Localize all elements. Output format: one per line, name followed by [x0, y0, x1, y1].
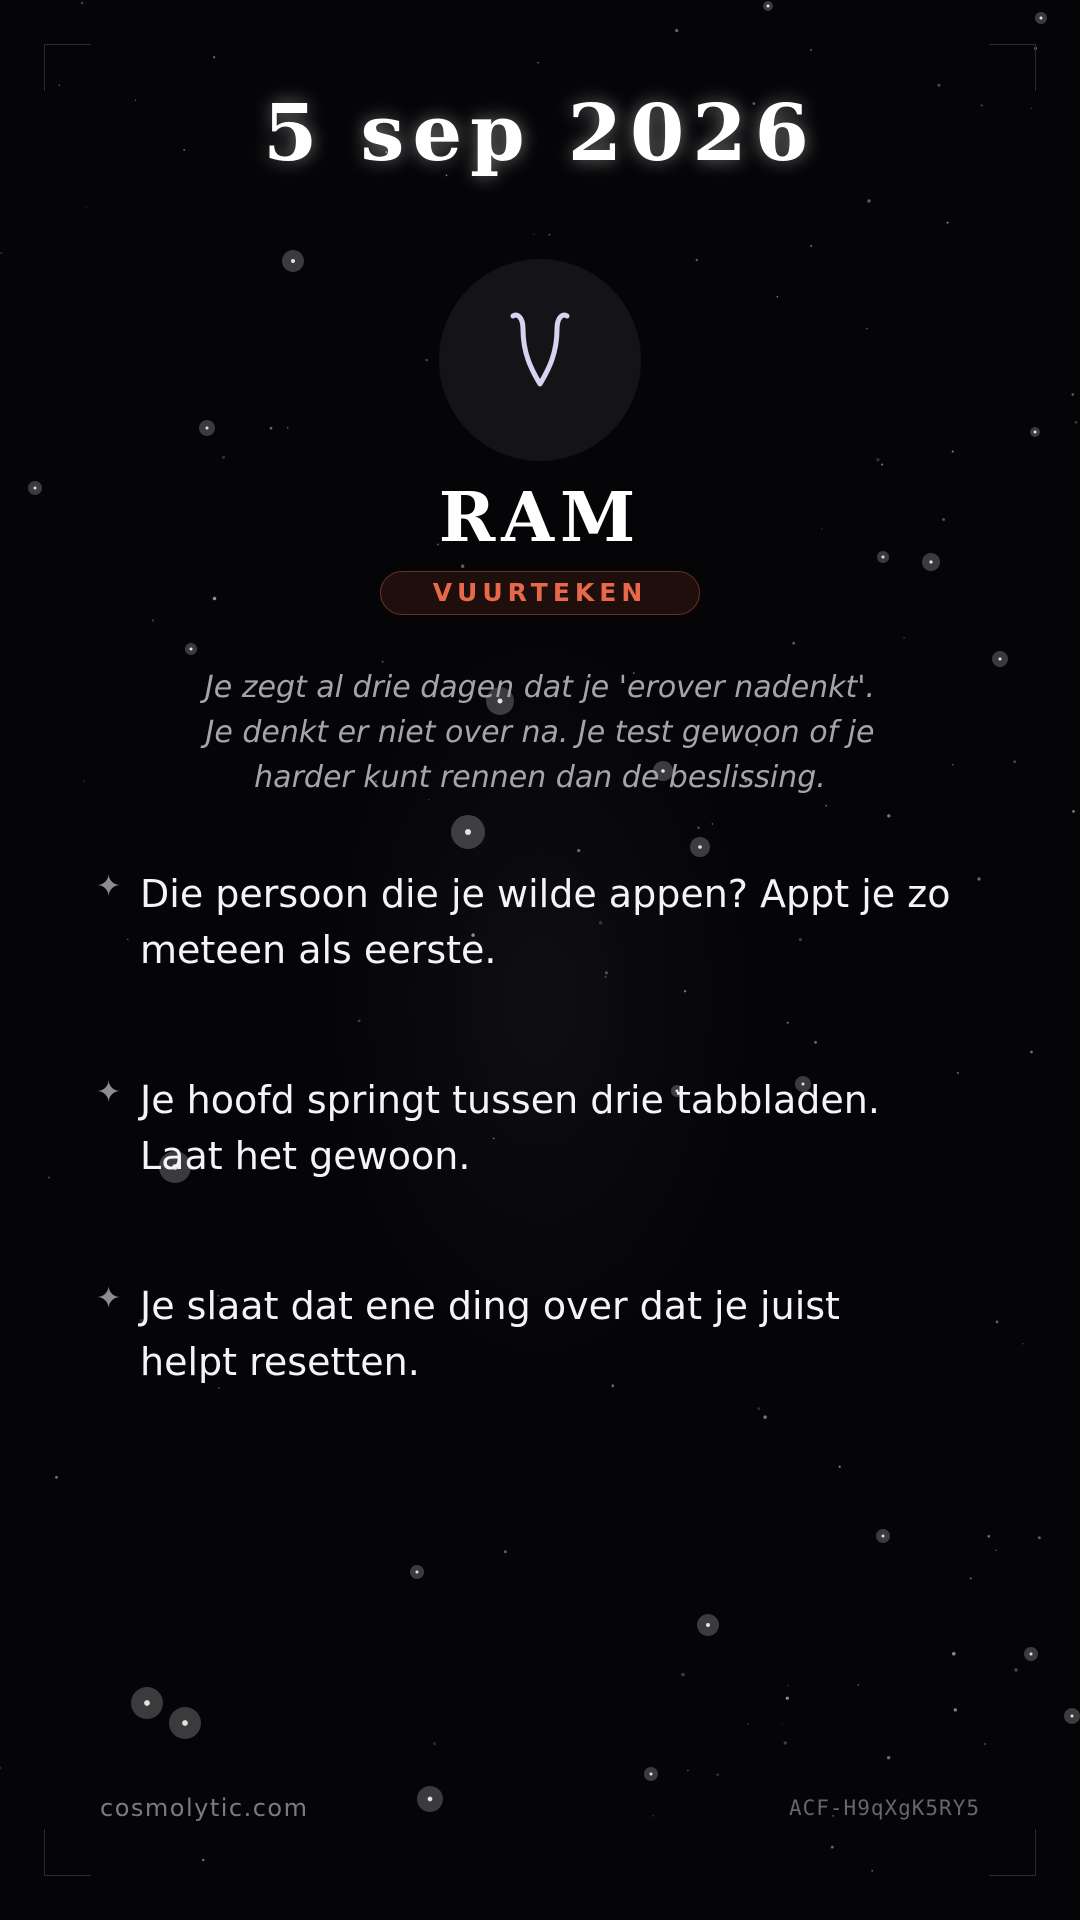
- star-dot: [222, 456, 225, 459]
- list-item-text: [140, 866, 1020, 978]
- star-dot: [382, 661, 384, 663]
- star-dot: [81, 2, 84, 5]
- frame-corner-bottom-right: [989, 1829, 1036, 1876]
- list-item-line: Je hoofd springt tussen drie tabbladen.: [140, 1078, 880, 1122]
- frame-corner-top-left: [44, 44, 91, 91]
- intro-line: Je zegt al drie dagen dat je 'erover nadenkt'.: [204, 670, 876, 705]
- star-dot: [684, 990, 686, 992]
- star-dot: [461, 564, 464, 567]
- glow-star-core: [706, 1623, 710, 1627]
- star-dot: [984, 1743, 986, 1745]
- star-dot: [152, 619, 154, 621]
- star-dot: [48, 1177, 50, 1179]
- star-dot: [1038, 1536, 1041, 1539]
- sign-name: RAM: [438, 478, 642, 558]
- star-dot: [1071, 393, 1074, 396]
- star-dot: [433, 1742, 436, 1745]
- glow-star-core: [1040, 17, 1043, 20]
- star-dot: [777, 296, 779, 298]
- star-dot: [952, 764, 954, 766]
- star-dot: [747, 1723, 749, 1725]
- glow-star-core: [650, 1773, 653, 1776]
- star-dot: [787, 1685, 788, 1686]
- zodiac-badge: [439, 259, 641, 461]
- glow-star-core: [882, 1535, 885, 1538]
- star-dot: [781, 1724, 782, 1725]
- glow-star-core: [144, 1700, 150, 1706]
- date-heading: 5 sep 2026: [263, 88, 817, 179]
- star-dot: [675, 29, 678, 32]
- star-dot: [952, 450, 954, 452]
- star-dot: [887, 814, 890, 817]
- star-dot: [1013, 760, 1016, 763]
- star-dot: [213, 597, 217, 601]
- star-dot: [549, 234, 551, 236]
- frame-corner-bottom-left: [44, 1829, 91, 1876]
- list-item-text: [140, 1072, 1020, 1184]
- star-dot: [696, 259, 698, 261]
- star-dot: [876, 458, 879, 461]
- star-dot: [504, 1550, 507, 1553]
- star-dot: [786, 1697, 789, 1700]
- star-dot: [792, 642, 795, 645]
- glow-star-core: [1071, 1715, 1074, 1718]
- footer-site: cosmolytic.com: [100, 1794, 309, 1822]
- list-item-line: Die persoon die je wilde appen? Appt je zo: [140, 872, 951, 916]
- star-dot: [1022, 1343, 1024, 1345]
- star-dot: [810, 49, 812, 51]
- star-dot: [653, 1815, 655, 1817]
- list-item-line: meteen als eerste.: [140, 928, 497, 972]
- star-dot: [712, 823, 713, 824]
- star-dot: [858, 1684, 859, 1685]
- star-dot: [1072, 810, 1075, 813]
- sparkle-icon: ✦: [96, 1075, 122, 1110]
- star-dot: [1075, 421, 1078, 424]
- star-dot: [995, 1549, 997, 1551]
- glow-star-core: [416, 1571, 419, 1574]
- star-dot: [887, 1756, 890, 1759]
- glow-star-core: [465, 829, 471, 835]
- list-item-line: Je slaat dat ene ding over dat je juist: [140, 1284, 840, 1328]
- star-dot: [937, 84, 940, 87]
- star-dot: [358, 1019, 361, 1022]
- star-dot: [425, 359, 428, 362]
- star-dot: [1030, 1051, 1033, 1054]
- star-dot: [825, 805, 827, 807]
- element-badge: VUURTEKEN: [380, 571, 700, 615]
- sparkle-icon: ✦: [96, 1281, 122, 1316]
- list-item-text: [140, 1278, 1020, 1390]
- star-dot: [757, 1407, 760, 1410]
- glow-star-core: [206, 427, 209, 430]
- star-dot: [954, 1708, 957, 1711]
- glow-star-core: [1030, 1653, 1033, 1656]
- glow-star-core: [999, 658, 1002, 661]
- list-item-line: helpt resetten.: [140, 1340, 420, 1384]
- star-dot: [270, 427, 273, 430]
- star-dot: [810, 245, 812, 247]
- intro-text: [140, 665, 940, 800]
- intro-line: harder kunt rennen dan de beslissing.: [254, 760, 826, 795]
- intro-line: Je denkt er niet over na. Je test gewoon of je: [205, 715, 875, 750]
- star-dot: [127, 939, 128, 940]
- star-dot: [784, 1741, 787, 1744]
- glow-star-core: [428, 1797, 433, 1802]
- star-dot: [787, 1022, 789, 1024]
- star-dot: [0, 1767, 1, 1769]
- star-dot: [970, 1577, 972, 1579]
- star-dot: [952, 1652, 956, 1656]
- star-dot: [86, 207, 87, 208]
- frame-corner-top-right: [989, 44, 1036, 91]
- star-dot: [866, 328, 867, 329]
- star-dot: [577, 849, 580, 852]
- aries-glyph-icon: [439, 259, 641, 461]
- glow-star-core: [1034, 431, 1037, 434]
- star-dot: [716, 1773, 718, 1775]
- star-dot: [839, 1466, 841, 1468]
- star-dot: [987, 1535, 990, 1538]
- star-dot: [0, 252, 2, 254]
- footer-code: ACF-H9qXgK5RY5: [788, 1796, 980, 1820]
- star-dot: [867, 199, 870, 202]
- star-dot: [83, 780, 85, 782]
- star-dot: [687, 1770, 688, 1771]
- glow-star-core: [182, 1720, 188, 1726]
- star-dot: [202, 1859, 205, 1862]
- star-dot: [814, 1041, 817, 1044]
- list-item-line: Laat het gewoon.: [140, 1134, 471, 1178]
- star-dot: [903, 637, 905, 639]
- star-dot: [763, 1415, 767, 1419]
- glow-star-core: [190, 648, 193, 651]
- star-dot: [947, 222, 949, 224]
- star-dot: [537, 62, 538, 63]
- sparkle-icon: ✦: [96, 869, 122, 904]
- star-dot: [287, 427, 289, 429]
- star-dot: [871, 1870, 873, 1872]
- glow-star-core: [929, 560, 932, 563]
- star-dot: [881, 464, 883, 466]
- star-dot: [697, 827, 700, 830]
- glow-star-core: [767, 5, 770, 8]
- star-dot: [533, 233, 534, 234]
- glow-star-core: [291, 259, 295, 263]
- star-dot: [681, 1673, 684, 1676]
- star-dot: [1014, 1668, 1018, 1672]
- glow-star-core: [698, 845, 702, 849]
- star-dot: [831, 1846, 834, 1849]
- star-dot: [213, 56, 215, 58]
- star-dot: [55, 1476, 58, 1479]
